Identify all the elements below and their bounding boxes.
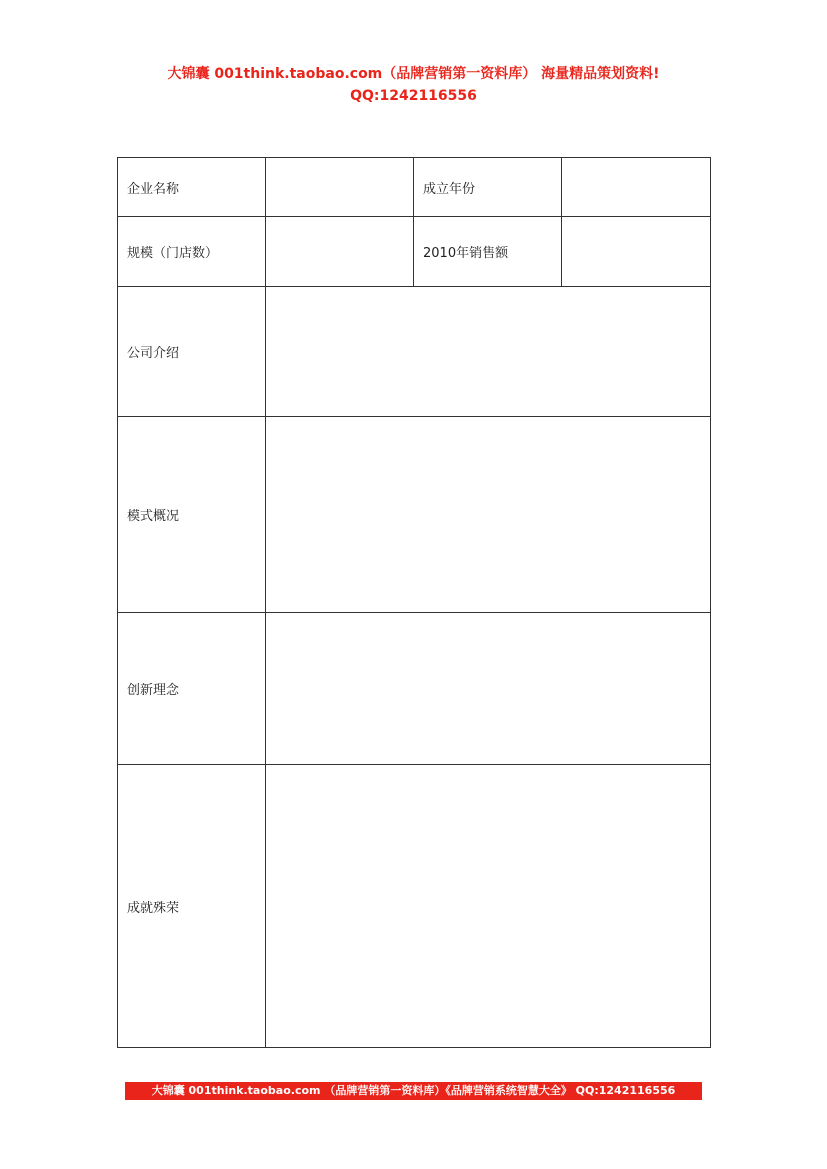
scale-label: 规模（门店数） — [118, 217, 266, 287]
page-footer-banner: 大锦囊 001think.taobao.com （品牌营销第一资料库）《品牌营销系统智慧大全》 QQ:1242116556 — [125, 1082, 702, 1100]
business-model-label: 模式概况 — [118, 417, 266, 613]
achievements-value[interactable] — [266, 765, 711, 1048]
business-model-value[interactable] — [266, 417, 711, 613]
company-intro-label: 公司介绍 — [118, 287, 266, 417]
header-line-1: 大锦囊 001think.taobao.com（品牌营销第一资料库） 海量精品策划资料! — [167, 66, 660, 82]
company-info-form — [117, 157, 711, 1048]
form-row-scale — [118, 217, 711, 287]
form-row-innovation — [118, 613, 711, 765]
achievements-label: 成就殊荣 — [118, 765, 266, 1048]
form-row-company-intro — [118, 287, 711, 417]
founded-year-label: 成立年份 — [414, 158, 562, 217]
company-name-value[interactable] — [266, 158, 414, 217]
sales-2010-label: 2010年销售额 — [414, 217, 562, 287]
founded-year-value[interactable] — [562, 158, 711, 217]
form-row-company-name — [118, 158, 711, 217]
header-line-2: QQ:1242116556 — [350, 88, 477, 104]
scale-value[interactable] — [266, 217, 414, 287]
page-header — [0, 63, 827, 107]
company-intro-value[interactable] — [266, 287, 711, 417]
form-row-achievements — [118, 765, 711, 1048]
innovation-label: 创新理念 — [118, 613, 266, 765]
form-row-business-model — [118, 417, 711, 613]
company-name-label: 企业名称 — [118, 158, 266, 217]
sales-2010-value[interactable] — [562, 217, 711, 287]
innovation-value[interactable] — [266, 613, 711, 765]
